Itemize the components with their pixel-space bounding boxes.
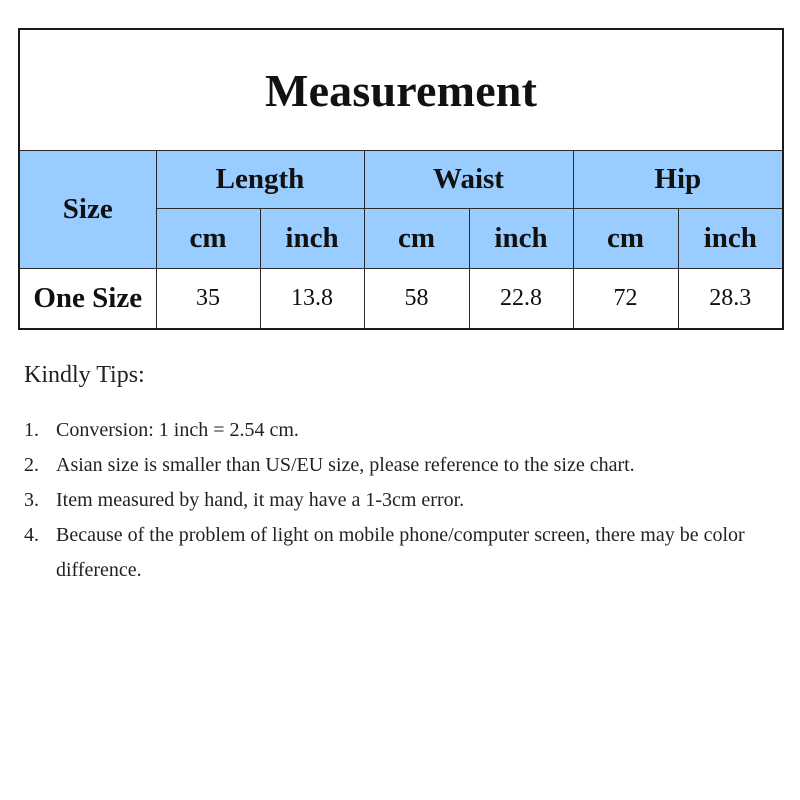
list-item (24, 413, 774, 448)
length-header: Length (156, 151, 364, 209)
tip-number: 1. (24, 419, 39, 441)
tip-text: Item measured by hand, it may have a 1-3cm error. (56, 489, 465, 511)
unit-header-hip-cm: cm (573, 209, 678, 269)
length-cm-value: 35 (156, 269, 260, 329)
kindly-tips (24, 362, 774, 588)
list-item (24, 483, 774, 518)
length-inch-value: 13.8 (260, 269, 364, 329)
hip-inch-value: 28.3 (678, 269, 783, 329)
measurement-table (18, 28, 784, 330)
waist-header: Waist (364, 151, 573, 209)
size-header: Size (19, 151, 156, 269)
list-item (24, 448, 774, 483)
tip-text: Conversion: 1 inch = 2.54 cm. (56, 419, 299, 441)
unit-header-length-cm: cm (156, 209, 260, 269)
waist-cm-value: 58 (364, 269, 469, 329)
unit-header-waist-cm: cm (364, 209, 469, 269)
table-title: Measurement (19, 29, 783, 151)
waist-inch-value: 22.8 (469, 269, 573, 329)
size-label-one-size: One Size (19, 269, 156, 329)
table-row (19, 269, 783, 329)
hip-header: Hip (573, 151, 783, 209)
tip-number: 3. (24, 489, 39, 511)
list-item (24, 518, 774, 588)
tips-list (24, 413, 774, 588)
tips-title: Kindly Tips: (24, 362, 145, 388)
tip-number: 4. (24, 524, 39, 546)
unit-header-hip-inch: inch (678, 209, 783, 269)
tip-text: Asian size is smaller than US/EU size, please reference to the size chart. (56, 454, 635, 476)
tip-text: Because of the problem of light on mobile phone/computer screen, there may be color difference. (56, 524, 745, 581)
tip-number: 2. (24, 454, 39, 476)
unit-header-waist-inch: inch (469, 209, 573, 269)
hip-cm-value: 72 (573, 269, 678, 329)
unit-header-length-inch: inch (260, 209, 364, 269)
